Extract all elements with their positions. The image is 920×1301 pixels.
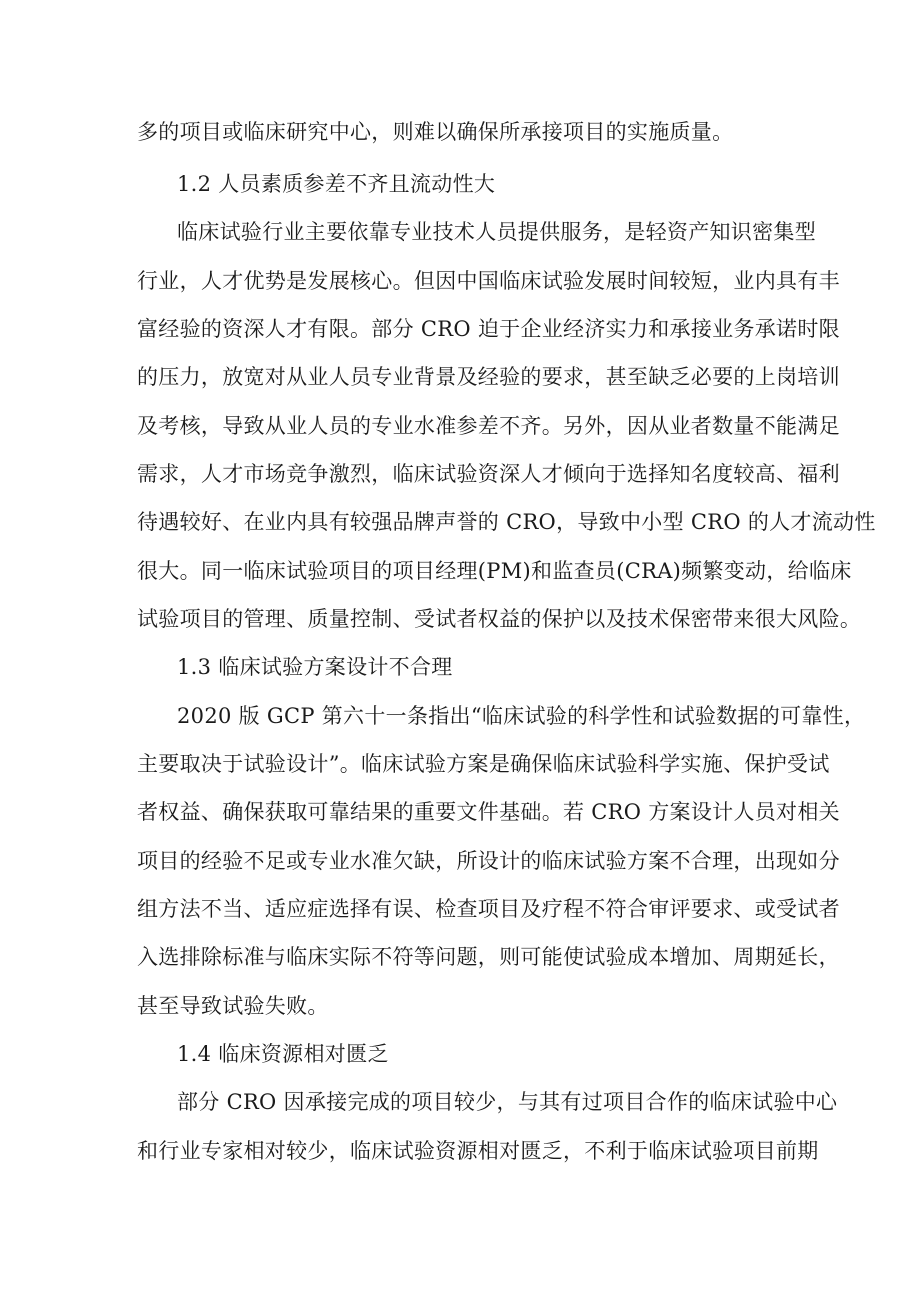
paragraph-line: 很大。同一临床试验项目的项目经理(PM)和监查员(CRA)频繁变动，给临床 xyxy=(137,559,852,583)
paragraph-line: 项目的经验不足或专业水准欠缺，所设计的临床试验方案不合理，出现如分 xyxy=(137,849,840,873)
section-heading-1-2: 1.2 人员素质参差不齐且流动性大 xyxy=(177,172,496,196)
paragraph-line: 组方法不当、适应症选择有误、检查项目及疗程不符合审评要求、或受试者 xyxy=(137,897,840,921)
section-heading-1-4: 1.4 临床资源相对匮乏 xyxy=(177,1042,389,1066)
paragraph-line: 行业，人才优势是发展核心。但因中国临床试验发展时间较短，业内具有丰 xyxy=(137,269,840,293)
paragraph-line: 甚至导致试验失败。 xyxy=(137,994,329,1018)
paragraph-line: 的压力，放宽对从业人员专业背景及经验的要求，甚至缺乏必要的上岗培训 xyxy=(137,365,840,389)
paragraph-line: 者权益、确保获取可靠结果的重要文件基础。若 CRO 方案设计人员对相关 xyxy=(137,800,840,824)
paragraph-line: 需求，人才市场竞争激烈，临床试验资深人才倾向于选择知名度较高、福利 xyxy=(137,462,840,486)
paragraph-line: 及考核，导致从业人员的专业水准参差不齐。另外，因从业者数量不能满足 xyxy=(137,414,840,438)
paragraph-line: 多的项目或临床研究中心，则难以确保所承接项目的实施质量。 xyxy=(137,120,734,144)
paragraph-line: 主要取决于试验设计”。临床试验方案是确保临床试验科学实施、保护受试 xyxy=(137,752,830,776)
paragraph-line: 部分 CRO 因承接完成的项目较少，与其有过项目合作的临床试验中心 xyxy=(177,1090,838,1114)
paragraph-line: 临床试验行业主要依靠专业技术人员提供服务，是轻资产知识密集型 xyxy=(177,220,816,244)
paragraph-line: 和行业专家相对较少，临床试验资源相对匮乏，不利于临床试验项目前期 xyxy=(137,1139,819,1163)
paragraph-line: 富经验的资深人才有限。部分 CRO 迫于企业经济实力和承接业务承诺时限 xyxy=(137,317,840,341)
paragraph-line: 待遇较好、在业内具有较强品牌声誉的 CRO，导致中小型 CRO 的人才流动性 xyxy=(137,510,876,534)
paragraph-line: 入选排除标准与临床实际不符等问题，则可能使试验成本增加、周期延长， xyxy=(137,945,840,969)
paragraph-line: 试验项目的管理、质量控制、受试者权益的保护以及技术保密带来很大风险。 xyxy=(137,607,862,631)
section-heading-1-3: 1.3 临床试验方案设计不合理 xyxy=(177,655,453,679)
paragraph-line: 2020 版 GCP 第六十一条指出“临床试验的科学性和试验数据的可靠性， xyxy=(177,704,866,728)
